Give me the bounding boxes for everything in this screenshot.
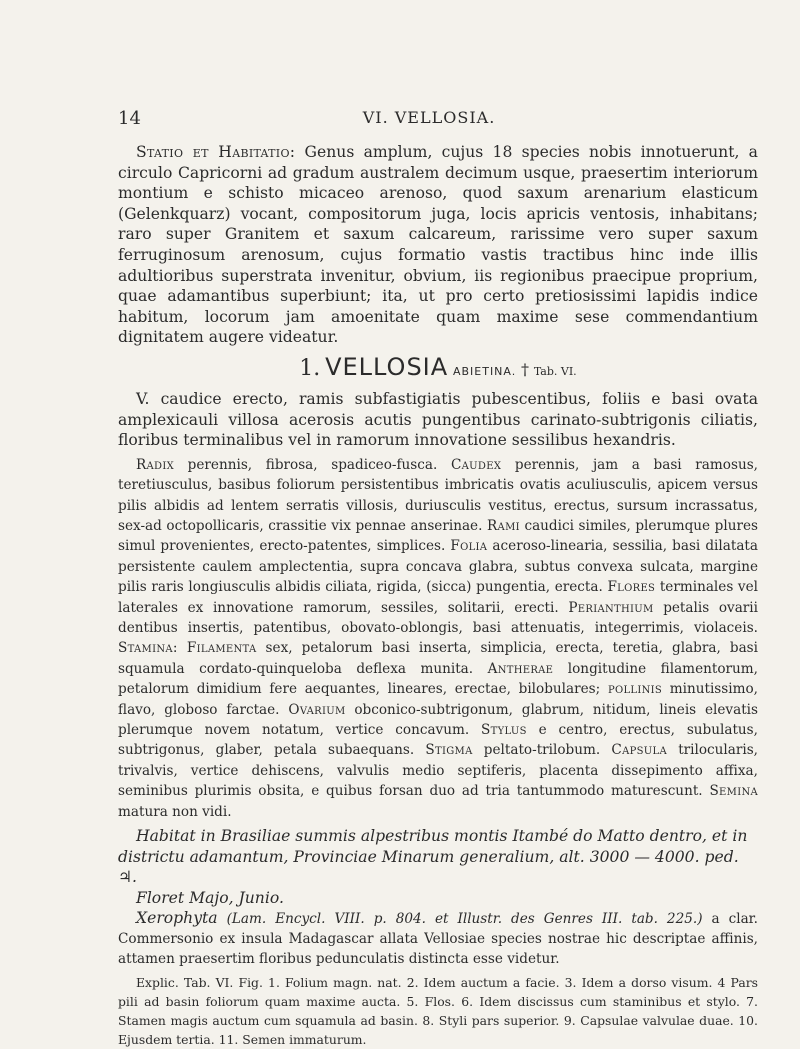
rami-label: Rami [487,517,520,534]
species-diagnosis: V. caudice erecto, ramis subfastigiatis pubescentibus, foliis e basi ovata amplexicauli villosa acerosis acutis pungentibus carinato-subtrigonis ciliatis, floribus terminalibus vel in ramorum innovatione sessilibus hexandris. [118,389,758,450]
page-number: 14 [118,108,141,129]
pollinis-text: minutissimo, flavo, globoso farctae. [118,681,759,718]
page-header [118,108,740,132]
species-name: ABIETINA. [452,364,517,378]
page-body [118,142,758,1049]
caudex-label: Caudex [450,456,502,473]
perianthium-text: petalis ovarii dentibus insertis, patentibus, obovato-oblongis, basi attenuatis, integerrimis, violaceis. [118,599,758,636]
perianthium-label: Perianthium [568,599,654,616]
xerophyta-paragraph [118,908,758,969]
xerophyta-text: a clar. Commersonio ex insula Madagascar allata Vellosiae species nostrae hic descriptae affinis, attamen praesertim floribus pedunculatis distincta esse videtur. [118,911,758,968]
pollinis-label: pollinis [607,681,663,698]
xerophyta-reference: (Lam. Encycl. VIII. p. 804. et Illustr. des Genres III. tab. 225.) [226,911,703,928]
stigma-text: peltato-trilobum. [472,742,601,759]
capsula-label: Capsula [611,742,667,759]
stamina-label: Stamina: [118,640,178,657]
plate-explanation: Explic. Tab. VI. Fig. 1. Folium magn. nat. 2. Idem auctum a facie. 3. Idem a dorso visum. 4 Pars pili ad basin foliorum quam maxime aucta. 5. Flos. 6. Idem discissus cum staminibus et stylo. 7. Stamen magis auctum cum squamula ad basin. 8. Styli pars superior. 9. Capsulae valvulae duae. 10. Ejusdem tertia. 11. Semen immaturum. [118,975,758,1048]
dagger-mark: † [521,359,530,379]
semina-text: matura non vidi. [118,803,232,820]
ovarium-label: Ovarium [288,701,346,718]
ovarium-text: obconico-subtrigonum, glabrum, nitidum, lineis elevatis plerumque novem notatum, vertice concavum. [118,701,759,738]
semina-label: Semina [709,783,759,800]
species-number: 1. [299,355,321,381]
radix-label: Radix [136,456,175,473]
genus-name: VELLOSIA [325,352,449,381]
stylus-label: Stylus [481,722,527,738]
flores-text: terminales vel laterales ex innovatione ramorum, sessiles, solitarii, erecti. [118,579,759,616]
folia-label: Folia [450,538,488,555]
habitat-line: Habitat in Brasiliae summis alpestribus montis Itambé do Matto dentro, et in districtu adamantum, Provinciae Minarum generalium, alt. 3000 — 4000. ped. ♃. [118,827,748,887]
running-head: VI. VELLOSIA. [362,108,496,127]
capsula-text: trilocularis, trivalvis, vertice dehiscens, valvulis medio septiferis, placenta dissepimento affixa, seminibus plurimis obsita, e quibus forsan duo ad tria tantummodo maturescunt. [118,742,758,800]
filamenta-text: sex, petalorum basi inserta, simplicia, erecta, teretia, glabra, basi squamula cordato-quinqueloba deflexa munita. [118,640,759,677]
caudex-text: perennis, jam a basi ramosus, teretiusculus, basibus foliorum persistentibus imbricatis ovatis aculiusculis, apicem versus pilis albidis ad lentem serratis villosis, duriusculis vestitus, erectus, sursum incrassatus, sex-ad octopollicaris, crassitie vix pennae anserinae. [118,456,758,534]
statio-paragraph [118,142,758,348]
species-heading [118,354,758,385]
rami-text: caudici similes, plerumque plures simul provenientes, erecto-patentes, simplices. [118,517,758,555]
stylus-text: e centro, erectus, subulatus, subtrigonus, glaber, petala subaequans. [118,722,758,759]
radix-text: perennis, fibrosa, spadiceo-fusca. [174,456,438,473]
flores-label: Flores [607,579,656,596]
filamenta-label: Filamenta [186,640,257,657]
stigma-label: Stigma [425,742,473,759]
antherae-label: Antherae [487,660,554,677]
xerophyta-name: Xerophyta [136,909,218,928]
folia-text: aceroso-linearia, sessilia, basi dilatata persistente caulem amplectentia, supra concava glabra, subtus convexa sulcata, margine pilis raris longiusculis albidis ciliata, rigida, (sicca) pungentia, erecta. [118,538,758,596]
floret-line: Floret Majo, Junio. [136,888,284,907]
species-description [118,455,758,822]
antherae-text: longitudine filamentorum, petalorum dimidium fere aequantes, lineares, erectae, bilobulares; [118,660,758,698]
statio-label: Statio et Habitatio: [136,143,296,161]
plate-reference: Tab. VI. [533,364,577,378]
statio-text: Genus amplum, cujus 18 species nobis innotuerunt, a circulo Capricorni ad gradum australem decimum usque, praesertim interiorum montium e schisto micaceo arenoso, quod saxum arenarium elasticum (Gelenkquarz) vocant, compositorum juga, locis apricis ventosis, inhabitans; raro super Granitem et saxum calcareum, rarissime vero super saxum ferruginosum arenosum, cujus formatio vastis tractibus hinc inde illis adultioribus superstrata invenitur, obvium, iis regionibus praecipue proprium, quae adamantibus superbiunt; ita, ut pro certo pretiosissimi lapidis indice habitum, locorum jam amoenitate quam maxime sese commendantium dignitatem augere videatur. [118,143,758,347]
